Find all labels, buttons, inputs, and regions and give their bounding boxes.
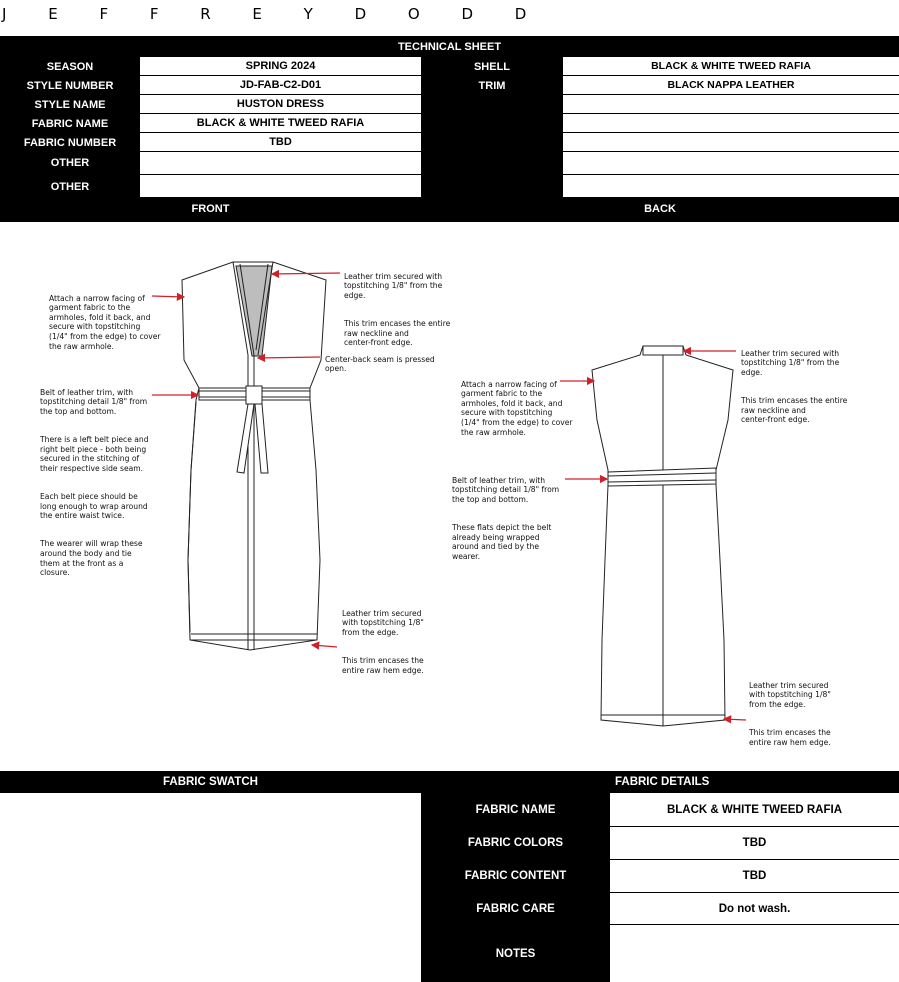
note-text: There is a left belt piece and right belt piece - both being secured in the stitching of their respective side seam. <box>40 434 149 473</box>
fabric-name-label: FABRIC NAME <box>31 117 109 130</box>
fabric-content-value: TBD <box>610 860 899 893</box>
note-text: This trim encases the entire raw hem edge. <box>342 655 424 675</box>
style-name-value: HUSTON DRESS <box>140 95 421 114</box>
fabric-swatch-header: FABRIC SWATCH <box>163 776 258 788</box>
fabric-content-label: FABRIC CONTENT <box>464 869 567 882</box>
fabric-details-header: FABRIC DETAILS <box>615 776 710 788</box>
back-header: BACK <box>644 203 676 215</box>
front-center-back-note <box>325 345 445 383</box>
technical-sheet-title: TECHNICAL SHEET <box>397 40 502 53</box>
note-text: This trim encases the entire raw neckline and center-front edge. <box>741 395 848 425</box>
note-text: Belt of leather trim, with topstitching detail 1/8" from the top and bottom. <box>40 387 148 416</box>
note-text: This trim encases the entire raw hem edge. <box>749 727 831 747</box>
note-text: Each belt piece should be long enough to wrap around the entire waist twice. <box>40 491 148 521</box>
trim-label: TRIM <box>478 79 506 92</box>
fabric-name-detail-label: FABRIC NAME <box>475 803 556 816</box>
notes-value <box>610 925 899 982</box>
other-label: OTHER <box>50 180 90 193</box>
fabric-care-value: Do not wash. <box>610 893 899 925</box>
other-value <box>140 152 421 175</box>
back-hem-note <box>749 671 849 757</box>
fabric-number-label: FABRIC NUMBER <box>23 136 117 149</box>
front-dress-flat <box>182 262 326 650</box>
notes-label: NOTES <box>495 947 536 960</box>
shell-label: SHELL <box>473 60 511 73</box>
back-dress-flat <box>592 346 733 726</box>
front-hem-note <box>342 599 442 685</box>
fabric-colors-value: TBD <box>610 827 899 860</box>
blank-value <box>563 114 899 133</box>
blank-value <box>563 152 899 175</box>
back-neckline-note <box>741 339 861 434</box>
note-text: Leather trim secured with topstitching 1/8" from the edge. <box>749 680 831 709</box>
note-text: Belt of leather trim, with topstitching detail 1/8" from the top and bottom. <box>452 475 560 504</box>
other-label: OTHER <box>50 157 90 169</box>
note-text: The wearer will wrap these around the body and tie them at the front as a closure. <box>40 539 143 578</box>
back-belt-note <box>452 466 577 571</box>
back-armhole-note <box>461 370 586 447</box>
fabric-colors-label: FABRIC COLORS <box>467 836 564 849</box>
fabric-number-value: TBD <box>140 133 421 152</box>
note-text: Center-back seam is pressed open. <box>325 354 435 374</box>
fabric-name-value: BLACK & WHITE TWEED RAFIA <box>140 114 421 133</box>
front-armhole-note <box>49 284 174 361</box>
front-belt-note <box>40 378 165 587</box>
note-text: Leather trim secured with topstitching 1/8" from the edge. <box>344 271 443 300</box>
season-value: SPRING 2024 <box>140 57 421 76</box>
note-text: Attach a narrow facing of garment fabric to the armholes, fold it back, and secure with topstitching (1/4" from the edge) to cover the raw armhole. <box>49 293 161 351</box>
note-text: Leather trim secured with topstitching 1/8" from the edge. <box>741 348 840 377</box>
note-text: These flats depict the belt already being wrapped around and tied by the wearer. <box>452 522 552 561</box>
fabric-care-label: FABRIC CARE <box>476 902 555 915</box>
note-text: Leather trim secured with topstitching 1/8" from the edge. <box>342 608 424 637</box>
trim-value: BLACK NAPPA LEATHER <box>563 76 899 95</box>
other-value <box>140 175 421 198</box>
style-number-label: STYLE NUMBER <box>26 79 114 92</box>
blank-value <box>563 133 899 152</box>
brand-logo: J E F F R E Y D O D D <box>2 5 545 23</box>
shell-value: BLACK & WHITE TWEED RAFIA <box>563 57 899 76</box>
blank-value <box>563 175 899 198</box>
season-label: SEASON <box>46 60 94 73</box>
fabric-name-detail-value: BLACK & WHITE TWEED RAFIA <box>610 793 899 827</box>
style-name-label: STYLE NAME <box>34 98 106 111</box>
blank-value <box>563 95 899 114</box>
note-text: This trim encases the entire raw neckline and center-front edge. <box>344 318 451 348</box>
note-text: Attach a narrow facing of garment fabric to the armholes, fold it back, and secure with topstitching (1/4" from the edge) to cover the raw armhole. <box>461 379 573 437</box>
front-header: FRONT <box>191 203 230 215</box>
style-number-value: JD-FAB-C2-D01 <box>140 76 421 95</box>
front-neckline-note <box>344 262 464 357</box>
